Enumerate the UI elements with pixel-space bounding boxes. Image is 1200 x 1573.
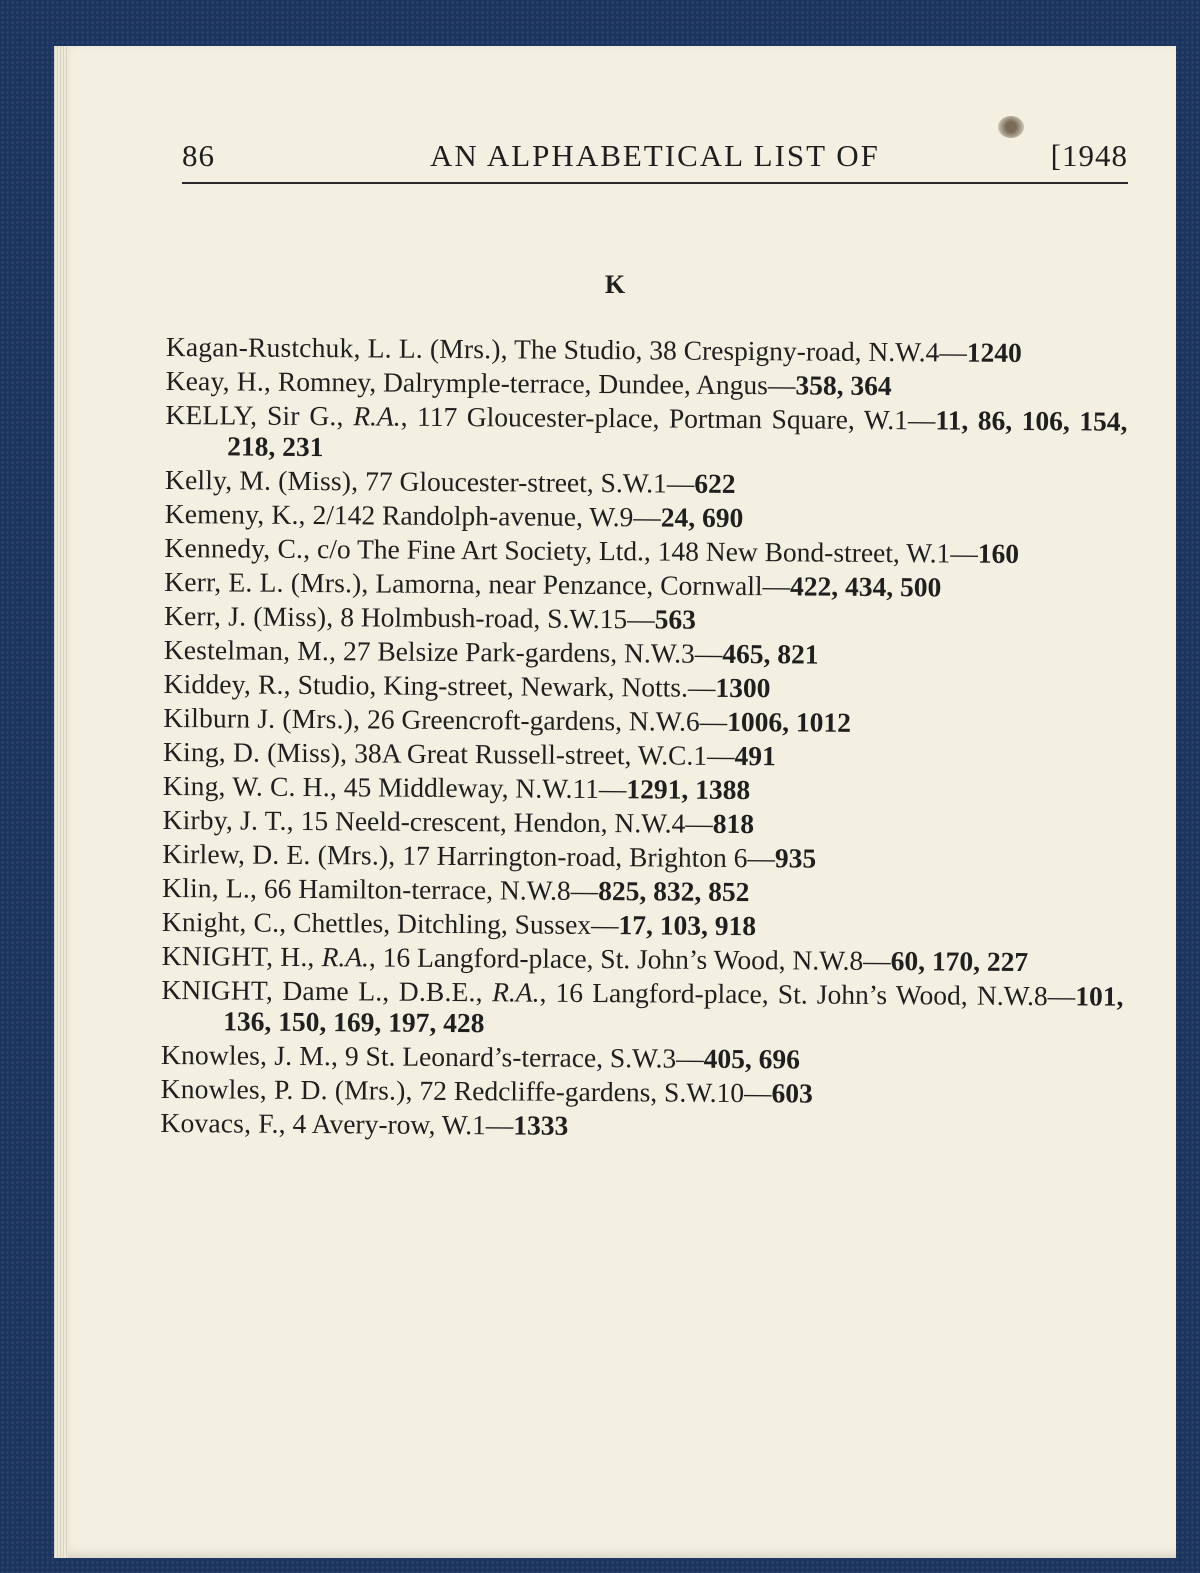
list-item <box>164 634 1126 672</box>
entry-address: Romney, Dalrymple-terrace, Dundee, Angus— <box>270 365 796 401</box>
entry-address: 2/142 Randolph-avenue, W.9— <box>305 498 661 533</box>
running-header <box>182 138 1128 184</box>
entry-name: Kilburn J. (Mrs.), <box>163 701 361 735</box>
list-item <box>163 736 1125 774</box>
entry-catalogue-numbers: 1006, 1012 <box>727 705 852 738</box>
entry-address: Studio, King-street, Newark, Notts.— <box>290 668 716 703</box>
entry-address: 38A Great Russell-street, W.C.1— <box>347 737 735 771</box>
entry-address: 17 Harrington-road, Brighton 6— <box>395 839 776 874</box>
list-item <box>161 1073 1123 1111</box>
list-item <box>166 331 1128 369</box>
entry-name: Kirlew, D. E. (Mrs.), <box>162 837 396 871</box>
entry-catalogue-numbers: 405, 696 <box>703 1042 801 1075</box>
list-item <box>165 464 1127 502</box>
list-item <box>166 365 1128 403</box>
entry-catalogue-numbers: 422, 434, 500 <box>789 570 942 603</box>
entry-address: c/o The Fine Art Society, Ltd., 148 New Bond-street, W.1— <box>310 533 978 569</box>
list-item <box>163 770 1125 808</box>
entry-name: Knowles, P. D. (Mrs.), <box>160 1072 413 1106</box>
entry-address: , 16 Langford-place, St. John’s Wood, N.W.8— <box>368 941 891 977</box>
entry-catalogue-numbers: 563 <box>654 603 697 635</box>
entry-address: 15 Neeld-crescent, Hendon, N.W.4— <box>293 804 713 839</box>
list-item <box>162 906 1124 944</box>
section-letter: K <box>604 270 626 299</box>
entry-name: King, D. (Miss), <box>162 735 348 769</box>
header-year: [1948 <box>1050 138 1128 173</box>
list-item <box>161 1039 1123 1077</box>
entry-catalogue-numbers: 603 <box>771 1077 813 1109</box>
entry-catalogue-numbers: 491 <box>734 739 776 772</box>
entry-name: Kennedy, C., <box>164 531 311 565</box>
entry-name: Kirby, J. T., <box>162 803 294 836</box>
list-item <box>162 804 1124 842</box>
entry-catalogue-numbers: 465, 821 <box>722 637 819 670</box>
entry-honorific: R.A. <box>492 976 540 1008</box>
entry-catalogue-numbers: 11, 86, 106, 154, 218, 231 <box>227 404 1128 463</box>
entry-address: 66 Hamilton-terrace, N.W.8— <box>257 872 599 907</box>
list-item <box>164 566 1126 604</box>
entry-address: 8 Holmbush-road, S.W.15— <box>333 601 655 635</box>
list-item <box>164 600 1126 638</box>
list-item <box>165 399 1127 468</box>
entry-name: Kelly, M. (Miss), <box>164 463 359 497</box>
list-item <box>162 872 1124 910</box>
entry-address: 72 Redcliffe-gardens, S.W.10— <box>412 1074 772 1109</box>
entry-list <box>160 331 1128 1148</box>
entry-catalogue-numbers: 818 <box>712 807 755 840</box>
entry-name: King, W. C. H., <box>162 769 338 803</box>
entry-catalogue-numbers: 1240 <box>966 336 1022 368</box>
entry-name: Kemeny, K., <box>164 497 306 530</box>
page-title: AN ALPHABETICAL LIST OF <box>430 138 880 173</box>
entry-name: Kiddey, R., <box>163 667 291 700</box>
entry-address: Chettles, Ditchling, Sussex— <box>286 906 619 941</box>
entry-name: Kestelman, M., <box>163 633 337 667</box>
entry-catalogue-numbers: 1300 <box>715 671 771 704</box>
entry-name: Kerr, J. (Miss), <box>163 599 334 633</box>
entry-address: 4 Avery-row, W.1— <box>285 1107 514 1141</box>
list-item <box>161 974 1123 1043</box>
entry-name: Kagan-Rustchuk, L. L. (Mrs.), <box>165 331 508 365</box>
list-item <box>160 1107 1122 1145</box>
entry-honorific: R.A. <box>321 941 370 973</box>
list-item <box>165 498 1127 536</box>
entry-address: 45 Middleway, N.W.11— <box>336 771 627 805</box>
entry-address: Lamorna, near Penzance, Cornwall— <box>368 567 791 602</box>
entry-catalogue-numbers: 1333 <box>513 1109 569 1141</box>
entry-catalogue-numbers: 622 <box>694 467 736 499</box>
ink-spot <box>998 116 1024 138</box>
entry-name: Kerr, E. L. (Mrs.), <box>164 565 369 599</box>
entry-name: KNIGHT, Dame L., D.B.E., <box>161 973 493 1008</box>
entry-catalogue-numbers: 935 <box>774 842 817 874</box>
entry-address: , 16 Langford-place, St. John’s Wood, N.W.8— <box>539 976 1076 1012</box>
book-page <box>54 46 1176 1558</box>
entry-catalogue-numbers: 101, 136, 150, 169, 197, 428 <box>223 980 1124 1039</box>
entry-address: 26 Greencroft-gardens, N.W.6— <box>360 703 728 737</box>
entry-name: Knight, C., <box>161 905 287 938</box>
list-item <box>162 940 1124 978</box>
entry-honorific: R.A. <box>353 400 401 432</box>
entry-catalogue-numbers: 358, 364 <box>795 369 892 402</box>
entry-catalogue-numbers: 1291, 1388 <box>626 773 751 806</box>
entry-name: Keay, H., <box>165 364 272 397</box>
entry-address: , 117 Gloucester-place, Portman Square, W.1— <box>400 400 936 436</box>
entry-catalogue-numbers: 160 <box>977 537 1020 569</box>
list-item <box>164 532 1126 570</box>
list-item <box>163 668 1125 706</box>
entry-name: Knowles, J. M., <box>160 1038 339 1072</box>
entry-name: KNIGHT, H., <box>161 939 322 973</box>
entry-catalogue-numbers: 17, 103, 918 <box>618 909 757 942</box>
entry-address: 9 St. Leonard’s-terrace, S.W.3— <box>338 1040 704 1074</box>
entry-catalogue-numbers: 825, 832, 852 <box>598 875 750 908</box>
entry-catalogue-numbers: 24, 690 <box>660 501 744 534</box>
list-item <box>162 838 1124 876</box>
entry-catalogue-numbers: 60, 170, 227 <box>890 945 1029 978</box>
entry-name: Kovacs, F., <box>160 1106 286 1139</box>
list-item <box>163 702 1125 740</box>
entry-address: The Studio, 38 Crespigny-road, N.W.4— <box>507 333 967 368</box>
entry-address: 27 Belsize Park-gardens, N.W.3— <box>336 635 723 669</box>
entry-address: 77 Gloucester-street, S.W.1— <box>358 465 695 499</box>
page-number: 86 <box>182 138 215 173</box>
entry-name: Klin, L., <box>162 871 258 904</box>
entry-name: KELLY, Sir G., <box>165 398 354 432</box>
